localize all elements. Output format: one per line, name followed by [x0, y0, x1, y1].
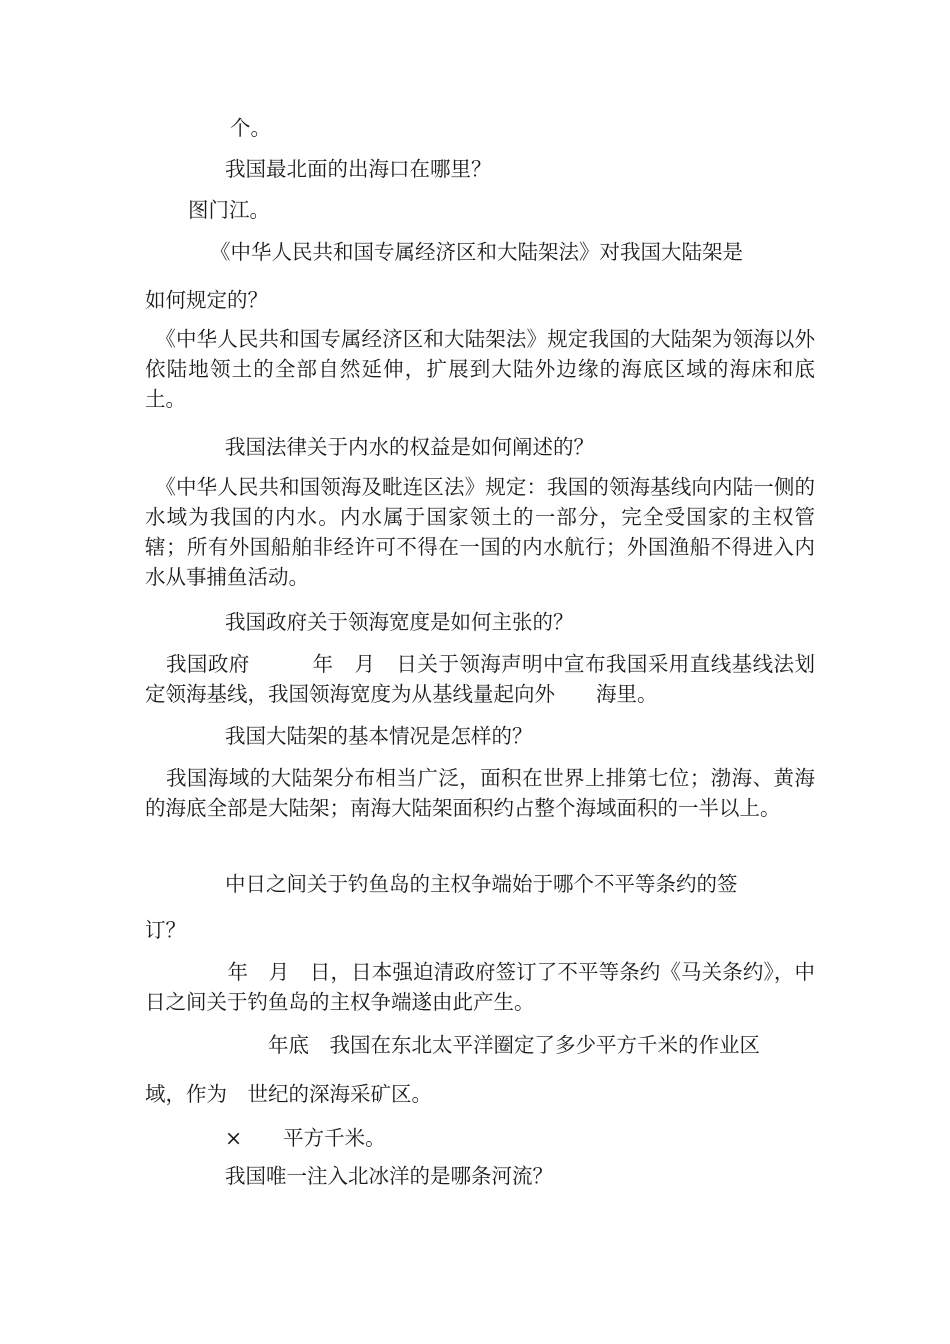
answer-text: × 平方千米。	[225, 1126, 386, 1150]
answer-paragraph: 年 月 日，日本强迫清政府签订了不平等条约《马关条约》，中日之间关于钓鱼岛的主权争端遂由此产生。	[145, 960, 815, 1014]
question-text: 年底 我国在东北太平洋圈定了多少平方千米的作业区	[268, 1033, 760, 1057]
question-text-continued: 订？	[145, 918, 186, 942]
answer-paragraph: 我国海域的大陆架分布相当广泛，面积在世界上排第七位；渤海、黄海的海底全部是大陆架；南海大陆架面积约占整个海域面积的一半以上。	[145, 766, 815, 820]
answer-paragraph: 《中华人民共和国领海及毗连区法》规定：我国的领海基线向内陆一侧的水域为我国的内水。内水属于国家领土的一部分，完全受国家的主权管辖；所有外国船舶非经许可不得在一国的内水航行；外国渔船不得进入内水从事捕鱼活动。	[145, 475, 815, 589]
question-text: 我国政府关于领海宽度是如何主张的？	[225, 610, 574, 634]
question-text: 我国大陆架的基本情况是怎样的？	[225, 724, 533, 748]
question-text: 我国法律关于内水的权益是如何阐述的？	[225, 435, 594, 459]
answer-paragraph: 《中华人民共和国专属经济区和大陆架法》规定我国的大陆架为领海以外依陆地领土的全部自然延伸，扩展到大陆外边缘的海底区域的海床和底土。	[145, 327, 815, 411]
text-line: 个。	[230, 116, 271, 140]
question-text: 《中华人民共和国专属经济区和大陆架法》对我国大陆架是	[210, 240, 743, 264]
answer-text: 图门江。	[188, 198, 270, 222]
question-text: 我国最北面的出海口在哪里？	[225, 157, 492, 181]
question-text-continued: 如何规定的？	[145, 288, 268, 312]
question-text: 我国唯一注入北冰洋的是哪条河流？	[225, 1164, 553, 1188]
question-text: 中日之间关于钓鱼岛的主权争端始于哪个不平等条约的签	[225, 872, 738, 896]
answer-paragraph: 我国政府 年 月 日关于领海声明中宣布我国采用直线基线法划定领海基线，我国领海宽度为从基线量起向外 海里。	[145, 652, 815, 706]
question-text-continued: 域，作为 世纪的深海采矿区。	[145, 1082, 432, 1106]
